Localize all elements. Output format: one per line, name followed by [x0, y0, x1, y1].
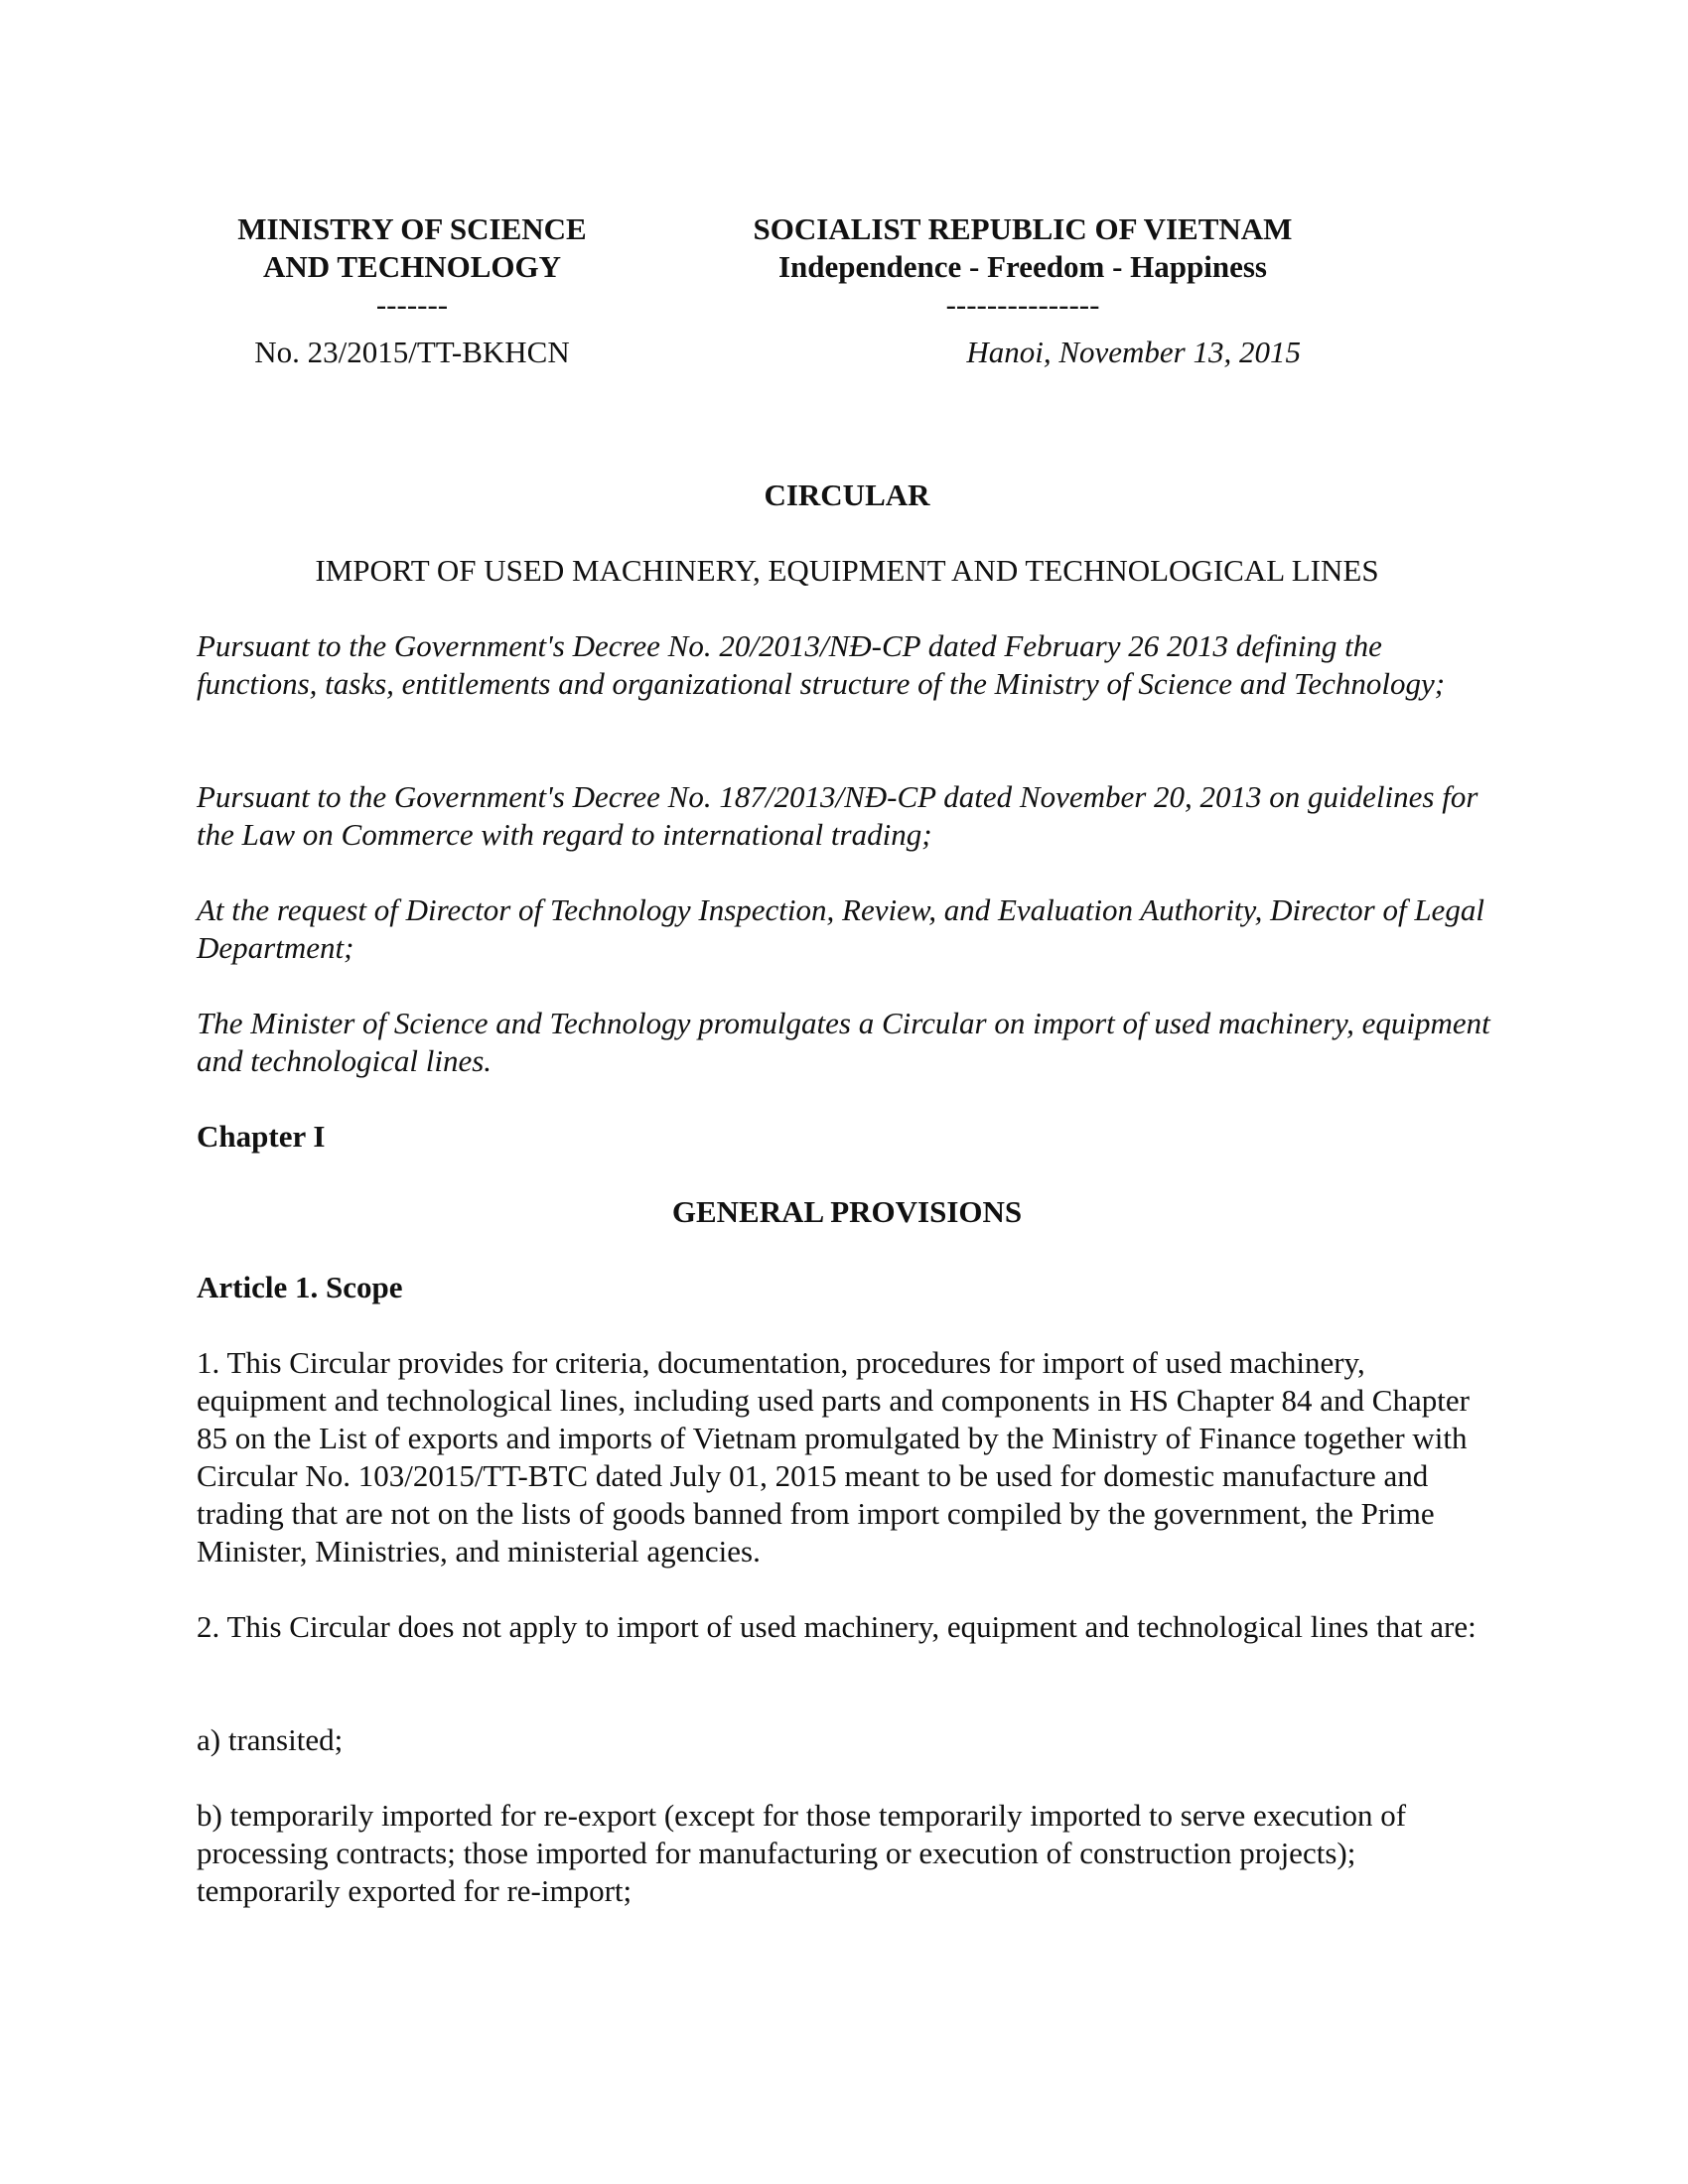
preamble-paragraph-4: The Minister of Science and Technology promulgates a Circular on import of used machinery, equipment and technological lines. — [197, 1006, 1490, 1078]
preamble-paragraph-3: At the request of Director of Technology Inspection, Review, and Evaluation Authority, Director of Legal Department; — [197, 892, 1484, 965]
document-subtitle: IMPORT OF USED MACHINERY, EQUIPMENT AND TECHNOLOGICAL LINES — [315, 553, 1379, 588]
article-item-b: b) temporarily imported for re-export (except for those temporarily imported to serve execution of processing contracts; those imported for manufacturing or execution of construction projects); temporarily exported for re-import; — [197, 1798, 1407, 1908]
article-item-a: a) transited; — [197, 1722, 344, 1757]
article-heading: Article 1. Scope — [197, 1270, 403, 1304]
chapter-title: GENERAL PROVISIONS — [671, 1194, 1023, 1229]
national-motto: Independence - Freedom - Happiness — [777, 249, 1267, 284]
republic-name: SOCIALIST REPUBLIC OF VIETNAM — [753, 211, 1293, 246]
preamble-paragraph-1: Pursuant to the Government's Decree No. 20/2013/NĐ-CP dated February 26 2013 defining the functions, tasks, entitlements and organizational structure of the Ministry of Science and Technology; — [197, 628, 1446, 701]
issuer-block — [169, 210, 655, 371]
chapter-heading: Chapter I — [197, 1119, 326, 1154]
document-number: No. 23/2015/TT-BKHCN — [254, 335, 570, 369]
republic-divider: --------------- — [945, 287, 1100, 322]
issue-date: Hanoi, November 13, 2015 — [966, 335, 1301, 369]
issuer-divider: ------- — [375, 287, 449, 322]
republic-block — [685, 210, 1360, 371]
document-title: CIRCULAR — [764, 478, 930, 512]
issuer-name-line1: MINISTRY OF SCIENCE — [237, 211, 587, 246]
issuer-name-line2: AND TECHNOLOGY — [263, 249, 561, 284]
article-paragraph-1: 1. This Circular provides for criteria, documentation, procedures for import of used machinery, equipment and technological lines, including used parts and components in HS Chapter 84 and Chapter 85 on the List of exports and imports of Vietnam promulgated by the Ministry of Finance together with Circular No. 103/2015/TT-BTC dated July 01, 2015 meant to be used for domestic manufacture and trading that are not on the lists of goods banned from import compiled by the government, the Prime Minister, Ministries, and ministerial agencies. — [197, 1345, 1470, 1569]
preamble-paragraph-2: Pursuant to the Government's Decree No. 187/2013/NĐ-CP dated November 20, 2013 on guidelines for the Law on Commerce with regard to international trading; — [197, 779, 1478, 852]
article-paragraph-2: 2. This Circular does not apply to import of used machinery, equipment and technological lines that are: — [197, 1609, 1477, 1644]
